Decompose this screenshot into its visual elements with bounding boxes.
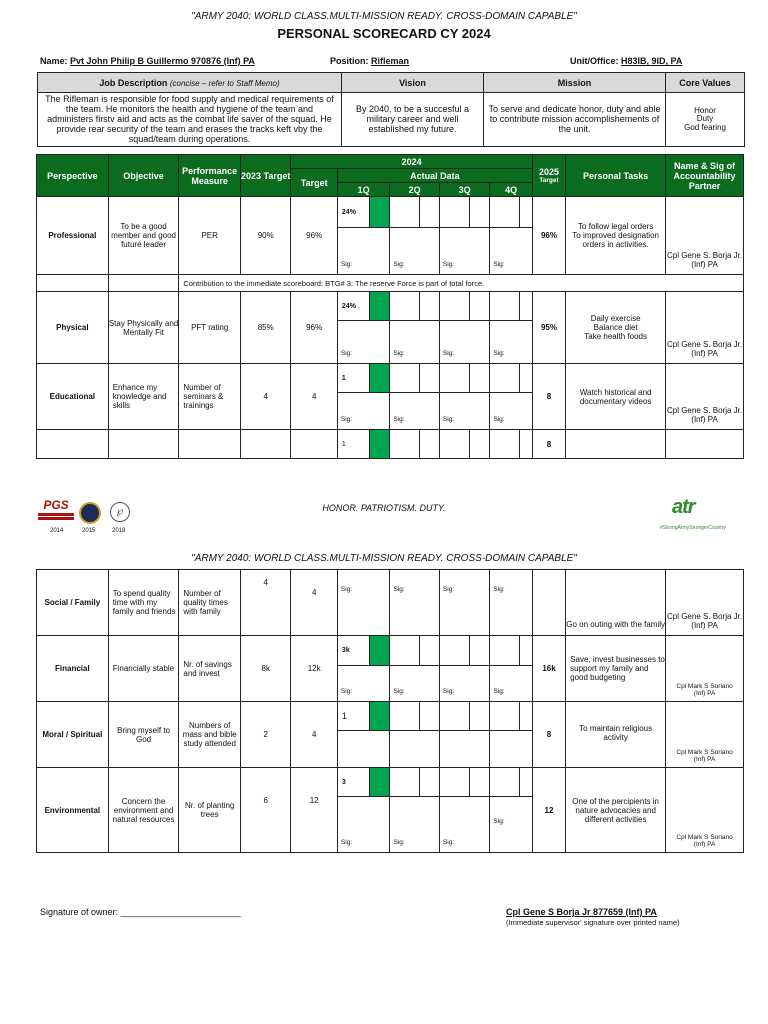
core-values-text: Honor Duty God fearing bbox=[666, 93, 745, 147]
tasks-cell: To maintain religious activity bbox=[566, 702, 666, 768]
vision-text: By 2040, to be a succesful a military career and well established my future. bbox=[342, 93, 484, 147]
perspective-cell: Social / Family bbox=[37, 570, 109, 636]
page-title: PERSONAL SCORECARD CY 2024 bbox=[277, 26, 491, 41]
q1-sig: Sig: bbox=[337, 570, 390, 636]
target-2025-cell: 95% bbox=[532, 292, 565, 364]
measure-cell: Number of seminars & trainings bbox=[179, 364, 241, 430]
q1-status-box bbox=[370, 364, 390, 393]
q4-sig: Sig: bbox=[490, 570, 532, 636]
atr-logo: atr bbox=[672, 496, 695, 518]
partner-cell: Cpl Mark S Soriano (Inf) PA bbox=[666, 702, 744, 768]
perspective-cell: Professional bbox=[37, 197, 109, 275]
q3-sig: Sig: bbox=[439, 666, 490, 702]
q3-sig: Sig: bbox=[439, 228, 489, 275]
q1-status-box bbox=[370, 292, 390, 321]
perspective-cell: Moral / Spiritual bbox=[37, 702, 109, 768]
objective-cell: To be a good member and good future leader bbox=[108, 197, 179, 275]
objective-cell: Financially stable bbox=[108, 636, 179, 702]
contribution-text: Contribution to the immediate scoreboard: BTG# 3: The reserve Force is part of total force. bbox=[179, 275, 744, 292]
tasks-cell: Daily exercise Balance diet Take health foods bbox=[566, 292, 666, 364]
q1-actual-value: 1 bbox=[337, 430, 369, 459]
q1-status-box bbox=[370, 197, 390, 228]
q2-sig: Sig: bbox=[390, 228, 439, 275]
target-2024-header: Target bbox=[291, 169, 337, 197]
target-2025-header: 2025 Target bbox=[532, 155, 565, 197]
q1-actual-value: 24% bbox=[337, 292, 369, 321]
objective-cell: Enhance my knowledge and skills bbox=[108, 364, 179, 430]
partner-cell: Cpl Gene S. Borja Jr. (Inf) PA bbox=[666, 292, 744, 364]
target-2025-cell bbox=[532, 570, 565, 636]
q1-sig: Sig: bbox=[337, 393, 390, 430]
tasks-cell: Go on outing with the family bbox=[566, 570, 666, 636]
atr-hashtag: #StrongArmyStrongerCountry bbox=[660, 525, 726, 531]
partner-cell: Cpl Mark S Soriano (Inf) PA bbox=[666, 768, 744, 853]
q2-sig: Sig: bbox=[390, 797, 439, 853]
partner-cell: Cpl Mark S Soriano (Inf) PA bbox=[666, 636, 744, 702]
pgs-year: 2014 bbox=[50, 528, 64, 534]
target-2025-cell: 16k bbox=[532, 636, 565, 702]
q1-actual-value: 3k bbox=[337, 636, 369, 666]
target-2025-cell: 8 bbox=[532, 702, 565, 768]
target-2023-cell: 4 bbox=[240, 570, 290, 636]
scorecard-table-2 bbox=[36, 569, 744, 853]
objective-cell: To spend quality time with my family and friends bbox=[108, 570, 179, 636]
year-2024-header: 2024 bbox=[291, 155, 532, 169]
objective-header: Objective bbox=[108, 155, 179, 197]
partner-header: Name & Sig of Accountability Partner bbox=[666, 155, 744, 197]
measure-cell: PER bbox=[179, 197, 241, 275]
target-2024-cell: 12 bbox=[291, 768, 337, 853]
q4-sig: Sig: bbox=[490, 666, 532, 702]
supervisor-note: (Immediate supervisor' signature over printed name) bbox=[506, 918, 680, 927]
pgs-logo: PGS bbox=[36, 498, 76, 526]
target-2024-cell: 12k bbox=[291, 636, 337, 702]
award-icon: ℘ bbox=[110, 502, 130, 522]
measure-cell: PFT rating bbox=[179, 292, 241, 364]
q1-status-box bbox=[370, 636, 390, 666]
q3-sig: Sig: bbox=[439, 321, 489, 364]
measure-cell: Number of quality times with family bbox=[179, 570, 241, 636]
q1-status-box bbox=[370, 702, 390, 731]
supervisor-name: Cpl Gene S Borja Jr 877659 (Inf) PA bbox=[506, 907, 657, 917]
q3-sig: Sig: bbox=[439, 797, 490, 853]
target-2025-cell: 8 bbox=[532, 430, 565, 459]
name-field: Name: Pvt John Philip B Guillermo 970876 (Inf) PA bbox=[40, 56, 255, 66]
target-2023-cell: 2 bbox=[240, 702, 290, 768]
partner-cell: Cpl Gene S. Borja Jr. (Inf) PA bbox=[666, 570, 744, 636]
measure-cell: Nr. of planting trees bbox=[179, 768, 241, 853]
partner-cell: Cpl Gene S. Borja Jr. (Inf) PA bbox=[666, 197, 744, 275]
q2-sig: Sig: bbox=[390, 570, 439, 636]
position-field: Position: Rifleman bbox=[330, 56, 410, 66]
actual-data-header: Actual Data bbox=[337, 169, 532, 183]
q4-sig: Sig: bbox=[490, 228, 532, 275]
seal-year: 2015 bbox=[82, 528, 96, 534]
target-2023-cell: 6 bbox=[240, 768, 290, 853]
tasks-cell: Save, invest businesses to support my family and good budgeting bbox=[566, 636, 666, 702]
mission-header: Mission bbox=[484, 73, 666, 93]
q1-sig: Sig: bbox=[337, 797, 390, 853]
q1-header: 1Q bbox=[337, 183, 390, 197]
objective-cell: Bring myself to God bbox=[108, 702, 179, 768]
footer-motto: HONOR. PATRIOTISM. DUTY. bbox=[322, 503, 446, 513]
jobdesc-header: Job Description (concise – refer to Staff Memo) bbox=[38, 73, 342, 93]
unit-field: Unit/Office: H83IB, 9ID, PA bbox=[570, 56, 683, 66]
perspective-cell: Environmental bbox=[37, 768, 109, 853]
perspective-header: Perspective bbox=[37, 155, 109, 197]
target-2023-cell: 8k bbox=[240, 636, 290, 702]
perspective-cell: Educational bbox=[37, 364, 109, 430]
q3-sig: Sig: bbox=[439, 393, 489, 430]
q1-status-box bbox=[370, 430, 390, 459]
objective-cell: Concern the environment and natural resources bbox=[108, 768, 179, 853]
measure-cell: Numbers of mass and bible study attended bbox=[179, 702, 241, 768]
q1-sig: Sig: bbox=[337, 666, 390, 702]
q1-sig: Sig: bbox=[337, 321, 390, 364]
q3-sig: Sig: bbox=[439, 570, 490, 636]
q4-header: 4Q bbox=[490, 183, 532, 197]
award-year: 2018 bbox=[112, 528, 126, 534]
tasks-cell: Watch historical and documentary videos bbox=[566, 364, 666, 430]
target-2025-cell: 12 bbox=[532, 768, 565, 853]
job-description-table bbox=[37, 72, 745, 147]
q4-sig: Sig: bbox=[490, 393, 532, 430]
target-2023-cell: 4 bbox=[240, 364, 290, 430]
target-2023-header: 2023 Target bbox=[240, 155, 290, 197]
target-2023-cell: 90% bbox=[240, 197, 290, 275]
q2-sig: Sig: bbox=[390, 321, 439, 364]
perspective-cell: Physical bbox=[37, 292, 109, 364]
objective-cell: Stay Physically and Mentally Fit bbox=[108, 292, 179, 364]
q2-sig: Sig: bbox=[390, 666, 439, 702]
target-2025-cell: 8 bbox=[532, 364, 565, 430]
q1-sig: Sig: bbox=[337, 228, 390, 275]
target-2024-cell: 4 bbox=[291, 570, 337, 636]
q4-sig: Sig: bbox=[490, 321, 532, 364]
jobdesc-text: The Rifleman is responsible for food supply and medical requirements of the team. He monitors the health and hygiene of the team and administers firstv aid and acts as the combat life saver of the squad. He provide rear security of the team and erases the tracks keft vby the squad/team during operations. bbox=[38, 93, 342, 147]
q1-actual-value: 1 bbox=[337, 702, 369, 731]
q3-header: 3Q bbox=[439, 183, 489, 197]
mission-text: To serve and dedicate honor, duty and able to contribute mission accomplishements of the unit. bbox=[484, 93, 666, 147]
scorecard-table-1 bbox=[36, 154, 744, 459]
q4-sig: Sig: bbox=[490, 797, 532, 853]
measure-header: Performance Measure bbox=[179, 155, 241, 197]
target-2025-cell: 96% bbox=[532, 197, 565, 275]
q1-actual-value: 1 bbox=[337, 364, 369, 393]
target-2024-cell: 96% bbox=[291, 292, 337, 364]
target-2024-cell: 4 bbox=[291, 702, 337, 768]
perspective-cell: Financial bbox=[37, 636, 109, 702]
tasks-cell: One of the percipients in nature advocacies and different activities bbox=[566, 768, 666, 853]
q1-status-box bbox=[370, 768, 390, 797]
q1-actual-value: 24% bbox=[337, 197, 369, 228]
owner-signature-line: Signature of owner: ________________________ bbox=[40, 907, 241, 917]
target-2023-cell: 85% bbox=[240, 292, 290, 364]
partner-cell: Cpl Gene S. Borja Jr. (Inf) PA bbox=[666, 364, 744, 430]
q1-actual-value: 3 bbox=[337, 768, 369, 797]
q2-header: 2Q bbox=[390, 183, 439, 197]
vision-header: Vision bbox=[342, 73, 484, 93]
tasks-header: Personal Tasks bbox=[566, 155, 666, 197]
measure-cell: Nr. of savings and invest bbox=[179, 636, 241, 702]
army-motto: "ARMY 2040: WORLD CLASS.MULTI-MISSION READY. CROSS-DOMAIN CAPABLE" bbox=[191, 11, 577, 22]
army-motto-page2: "ARMY 2040: WORLD CLASS.MULTI-MISSION READY. CROSS-DOMAIN CAPABLE" bbox=[191, 553, 577, 564]
target-2024-cell: 4 bbox=[291, 364, 337, 430]
target-2024-cell: 96% bbox=[291, 197, 337, 275]
q2-sig: Sig: bbox=[390, 393, 439, 430]
tasks-cell: To follow legal orders To improved designation orders in activities. bbox=[566, 197, 666, 275]
core-values-header: Core Values bbox=[666, 73, 745, 93]
